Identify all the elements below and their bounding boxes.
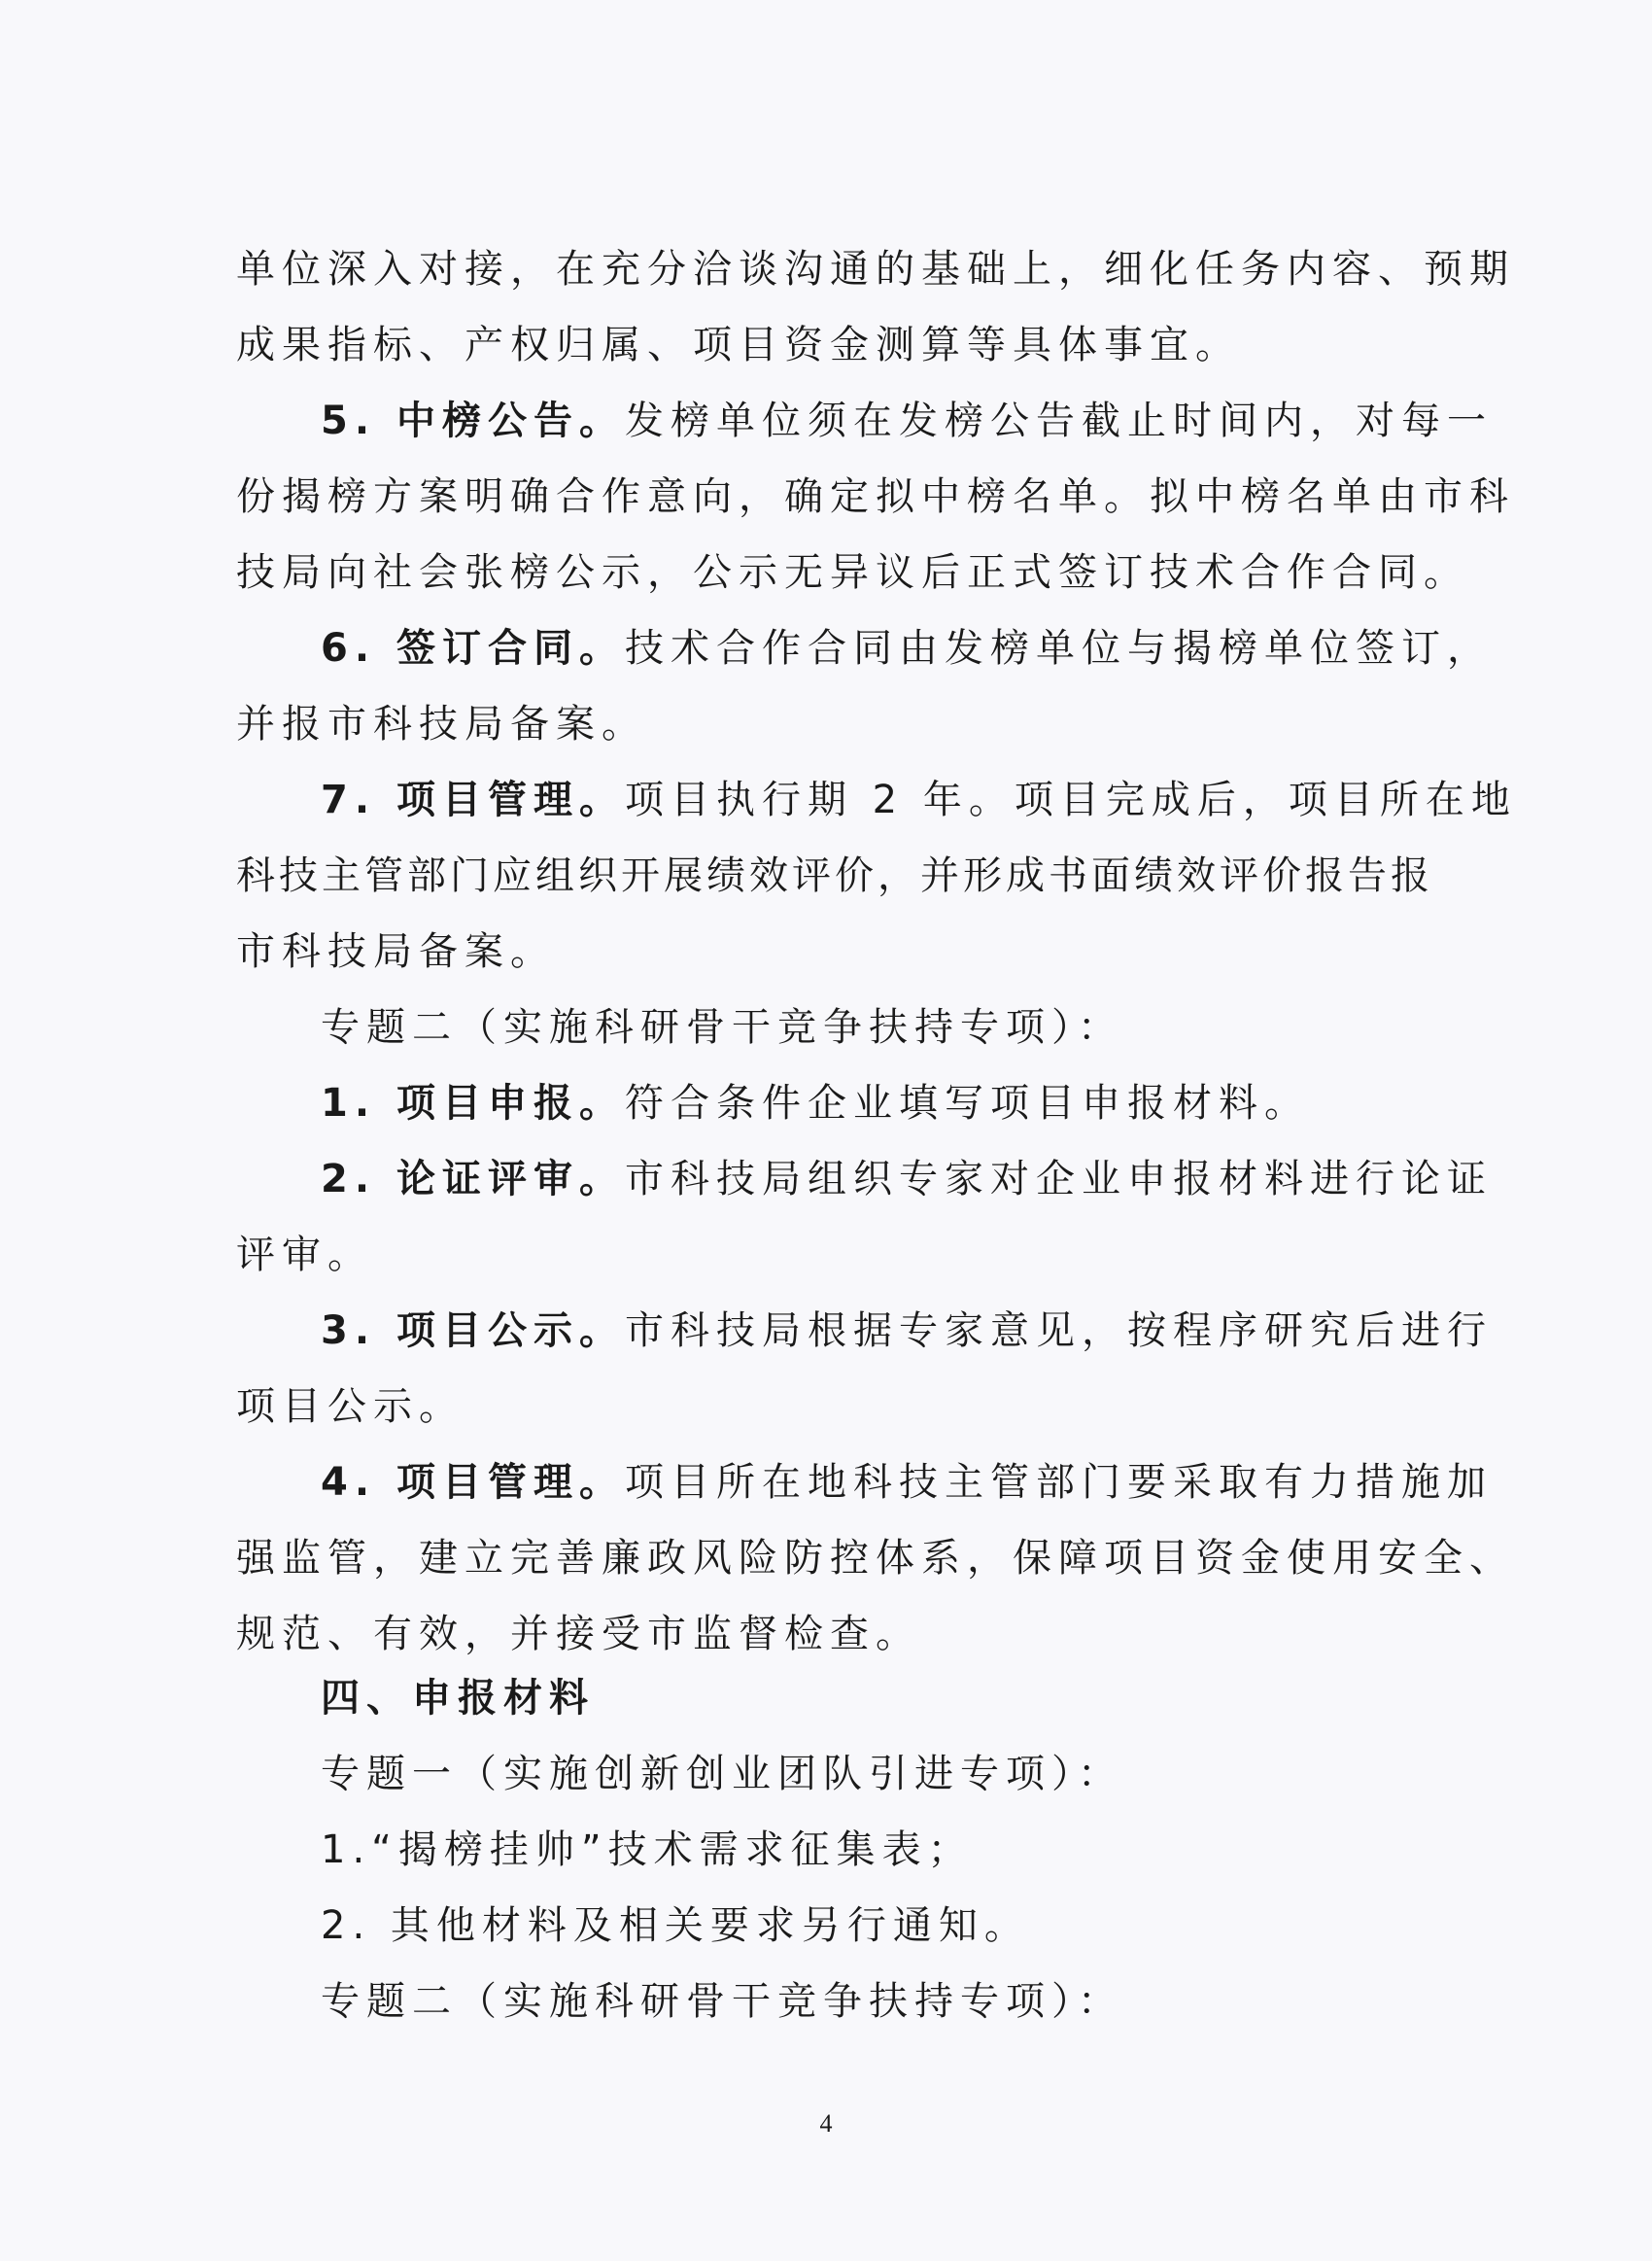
- step-text: 项目所在地科技主管部门要采取有力措施加: [624, 1460, 1493, 1505]
- topic-two-heading: 专题二（实施科研骨干竞争扶持专项）：: [321, 1979, 1123, 2024]
- paragraph-line: 并报市科技局备案。: [236, 702, 647, 747]
- step-label: 6. 签订合同。: [321, 626, 625, 671]
- paragraph-line: 科技主管部门应组织开展绩效评价，并形成书面绩效评价报告报: [236, 853, 1433, 898]
- paragraph-line: 评审。: [236, 1233, 373, 1277]
- paragraph-line: 项目公示。: [236, 1384, 465, 1429]
- step-3-publicity: [321, 1306, 1526, 1355]
- step-label: 2. 论证评审。: [321, 1157, 625, 1201]
- step-2-review: [321, 1155, 1526, 1203]
- step-text: 市科技局组织专家对企业申报材料进行论证: [624, 1157, 1493, 1201]
- paragraph-line: 规范、有效，并接受市监督检查。: [236, 1612, 921, 1656]
- section-four-heading: 四、申报材料: [321, 1676, 595, 1721]
- step-text: 市科技局根据专家意见，按程序研究后进行: [624, 1308, 1493, 1353]
- topic-one-heading: 专题一（实施创新创业团队引进专项）：: [321, 1752, 1123, 1796]
- step-6-contract: [321, 624, 1526, 673]
- step-1-application: [321, 1079, 1526, 1128]
- step-label: 7. 项目管理。: [321, 778, 625, 822]
- step-text: 技术合作合同由发榜单位与揭榜单位签订，: [624, 626, 1493, 671]
- step-label: 1. 项目申报。: [321, 1081, 625, 1126]
- material-item-1: 1.“揭榜挂帅”技术需求征集表；: [321, 1827, 974, 1872]
- step-5-announcement: [321, 397, 1526, 445]
- step-label: 5. 中榜公告。: [321, 399, 625, 443]
- step-text: 项目执行期 2 年。项目完成后，项目所在地: [624, 778, 1517, 822]
- step-label: 3. 项目公示。: [321, 1308, 625, 1353]
- paragraph-line: 强监管，建立完善廉政风险防控体系，保障项目资金使用安全、: [236, 1536, 1515, 1581]
- paragraph-line: 技局向社会张榜公示，公示无异议后正式签订技术合作合同。: [236, 550, 1469, 595]
- step-text: 符合条件企业填写项目申报材料。: [624, 1081, 1310, 1126]
- page-number: 4: [819, 2109, 833, 2138]
- paragraph-line: 成果指标、产权归属、项目资金测算等具体事宜。: [236, 323, 1241, 367]
- step-text: 发榜单位须在发榜公告截止时间内，对每一: [624, 399, 1493, 443]
- step-7-management: [321, 776, 1526, 824]
- topic-two-heading: 专题二（实施科研骨干竞争扶持专项）：: [321, 1005, 1123, 1050]
- paragraph-line: 单位深入对接，在充分洽谈沟通的基础上，细化任务内容、预期: [236, 247, 1515, 292]
- material-item-2: 2. 其他材料及相关要求另行通知。: [321, 1903, 1030, 1948]
- step-4-management: [321, 1458, 1526, 1507]
- paragraph-line: 份揭榜方案明确合作意向，确定拟中榜名单。拟中榜名单由市科: [236, 474, 1515, 519]
- paragraph-line: 市科技局备案。: [236, 929, 556, 974]
- step-label: 4. 项目管理。: [321, 1460, 625, 1505]
